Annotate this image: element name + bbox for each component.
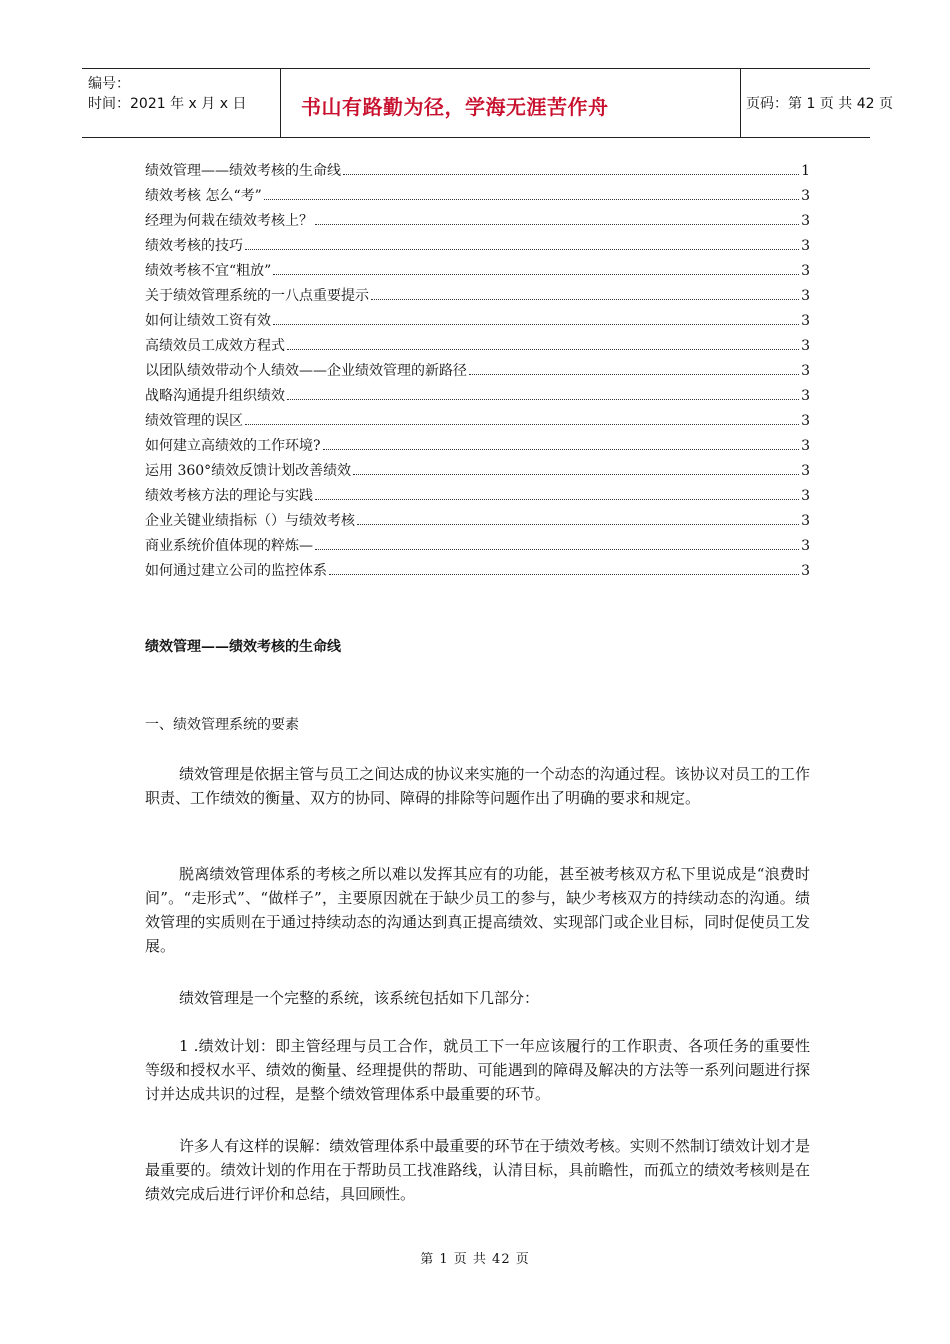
document-date: 时间：2021 年 x 月 x 日 bbox=[88, 96, 247, 112]
toc-entry-title: 关于绩效管理系统的一八点重要提示 bbox=[145, 288, 369, 304]
section-title: 绩效管理——绩效考核的生命线 bbox=[145, 639, 341, 655]
toc-entry-title: 绩效考核的技巧 bbox=[145, 238, 243, 254]
toc-entry[interactable] bbox=[145, 535, 810, 560]
toc-leader-dots bbox=[245, 248, 799, 250]
paragraph: 绩效管理是依据主管与员工之间达成的协议来实施的一个动态的沟通过程。该协议对员工的工作职责、工作绩效的衡量、双方的协同、障碍的排除等问题作出了明确的要求和规定。 bbox=[145, 765, 810, 807]
toc-leader-dots bbox=[323, 448, 800, 450]
toc-entry-page: 3 bbox=[801, 513, 810, 529]
toc-entry-page: 3 bbox=[801, 413, 810, 429]
paragraph: 绩效管理是一个完整的系统，该系统包括如下几部分： bbox=[179, 989, 540, 1007]
toc-entry-title: 绩效考核方法的理论与实践 bbox=[145, 488, 313, 504]
subsection-heading: 一、绩效管理系统的要素 bbox=[145, 717, 299, 733]
toc-entry-page: 3 bbox=[801, 263, 810, 279]
toc-leader-dots bbox=[343, 173, 799, 175]
header-page-code: 页码：第 1 页 共 42 页 bbox=[746, 96, 893, 112]
toc-entry-page: 3 bbox=[801, 213, 810, 229]
toc-leader-dots bbox=[287, 348, 799, 350]
toc-entry-title: 商业系统价值体现的粹炼— bbox=[145, 538, 313, 554]
toc-entry[interactable] bbox=[145, 460, 810, 485]
toc-entry-page: 3 bbox=[801, 388, 810, 404]
toc-entry-page: 3 bbox=[801, 463, 810, 479]
toc-entry-title: 战略沟通提升组织绩效 bbox=[145, 388, 285, 404]
toc-entry-page: 3 bbox=[801, 563, 810, 579]
toc-leader-dots bbox=[329, 573, 799, 575]
toc-entry-title: 绩效考核 怎么“考” bbox=[145, 188, 262, 204]
toc-entry-page: 3 bbox=[801, 338, 810, 354]
toc-leader-dots bbox=[315, 498, 799, 500]
toc-entry[interactable] bbox=[145, 185, 810, 210]
toc-entry-title: 经理为何栽在绩效考核上？ bbox=[145, 213, 313, 229]
toc-entry-title: 如何通过建立公司的监控体系 bbox=[145, 563, 327, 579]
toc-entry[interactable] bbox=[145, 210, 810, 235]
toc-entry[interactable] bbox=[145, 260, 810, 285]
toc-entry[interactable] bbox=[145, 485, 810, 510]
paragraph: 脱离绩效管理体系的考核之所以难以发挥其应有的功能，甚至被考核双方私下里说成是“浪费时间”。“走形式”、“做样子”，主要原因就在于缺少员工的参与，缺少考核双方的持续动态的沟通。绩效管理的实质则在于通过持续动态的沟通达到真正提高绩效、实现部门或企业目标，同时促使员工发展。 bbox=[145, 865, 810, 955]
toc-leader-dots bbox=[264, 198, 799, 200]
toc-leader-dots bbox=[273, 323, 799, 325]
toc-entry[interactable] bbox=[145, 160, 810, 185]
toc-leader-dots bbox=[245, 423, 799, 425]
toc-entry-title: 绩效考核不宜“粗放” bbox=[145, 263, 272, 279]
toc-entry-page: 3 bbox=[801, 313, 810, 329]
toc-entry-title: 如何建立高绩效的工作环境? bbox=[145, 438, 321, 454]
document-header bbox=[82, 68, 893, 138]
header-motto: 书山有路勤为径，学海无涯苦作舟 bbox=[301, 95, 609, 119]
toc-entry[interactable] bbox=[145, 235, 810, 260]
header-page-cell bbox=[740, 69, 893, 137]
toc-entry[interactable] bbox=[145, 410, 810, 435]
page-footer: 第 1 页 共 42 页 bbox=[420, 1252, 530, 1267]
toc-entry-title: 企业关键业绩指标（）与绩效考核 bbox=[145, 513, 355, 529]
header-meta bbox=[82, 69, 280, 137]
toc-entry[interactable] bbox=[145, 560, 810, 585]
toc-entry[interactable] bbox=[145, 385, 810, 410]
toc-entry[interactable] bbox=[145, 335, 810, 360]
toc-entry-title: 如何让绩效工资有效 bbox=[145, 313, 271, 329]
toc-entry-page: 3 bbox=[801, 488, 810, 504]
toc-entry-page: 3 bbox=[801, 188, 810, 204]
paragraph: 许多人有这样的误解：绩效管理体系中最重要的环节在于绩效考核。实则不然制订绩效计划才是最重要的。绩效计划的作用在于帮助员工找准路线，认清目标，具前瞻性，而孤立的绩效考核则是在绩效完成后进行评价和总结，具回顾性。 bbox=[145, 1137, 810, 1203]
toc-leader-dots bbox=[371, 298, 799, 300]
toc-entry-title: 高绩效员工成效方程式 bbox=[145, 338, 285, 354]
toc-leader-dots bbox=[287, 398, 799, 400]
toc-entry[interactable] bbox=[145, 285, 810, 310]
toc-entry-title: 绩效管理——绩效考核的生命线 bbox=[145, 163, 341, 179]
toc-leader-dots bbox=[357, 523, 799, 525]
toc-entry-page: 1 bbox=[801, 163, 810, 179]
toc-leader-dots bbox=[353, 473, 799, 475]
toc-entry-page: 3 bbox=[801, 288, 810, 304]
toc-entry-title: 运用 360°绩效反馈计划改善绩效 bbox=[145, 463, 352, 479]
toc-entry[interactable] bbox=[145, 435, 810, 460]
toc-leader-dots bbox=[273, 273, 799, 275]
toc-entry-title: 以团队绩效带动个人绩效——企业绩效管理的新路径 bbox=[145, 363, 467, 379]
toc-leader-dots bbox=[469, 373, 799, 375]
document-number-label: 编号： bbox=[88, 76, 130, 92]
toc-entry-page: 3 bbox=[801, 438, 810, 454]
toc-leader-dots bbox=[315, 548, 799, 550]
toc-entry[interactable] bbox=[145, 510, 810, 535]
table-of-contents bbox=[145, 160, 810, 585]
toc-leader-dots bbox=[315, 223, 799, 225]
toc-entry[interactable] bbox=[145, 360, 810, 385]
header-motto-cell bbox=[280, 69, 741, 137]
paragraph: 1 .绩效计划：即主管经理与员工合作，就员工下一年应该履行的工作职责、各项任务的重要性等级和授权水平、绩效的衡量、经理提供的帮助、可能遇到的障碍及解决的方法等一系列问题进行探讨并达成共识的过程，是整个绩效管理体系中最重要的环节。 bbox=[145, 1037, 810, 1103]
toc-entry-page: 3 bbox=[801, 538, 810, 554]
toc-entry-page: 3 bbox=[801, 238, 810, 254]
toc-entry-page: 3 bbox=[801, 363, 810, 379]
toc-entry[interactable] bbox=[145, 310, 810, 335]
toc-entry-title: 绩效管理的误区 bbox=[145, 413, 243, 429]
